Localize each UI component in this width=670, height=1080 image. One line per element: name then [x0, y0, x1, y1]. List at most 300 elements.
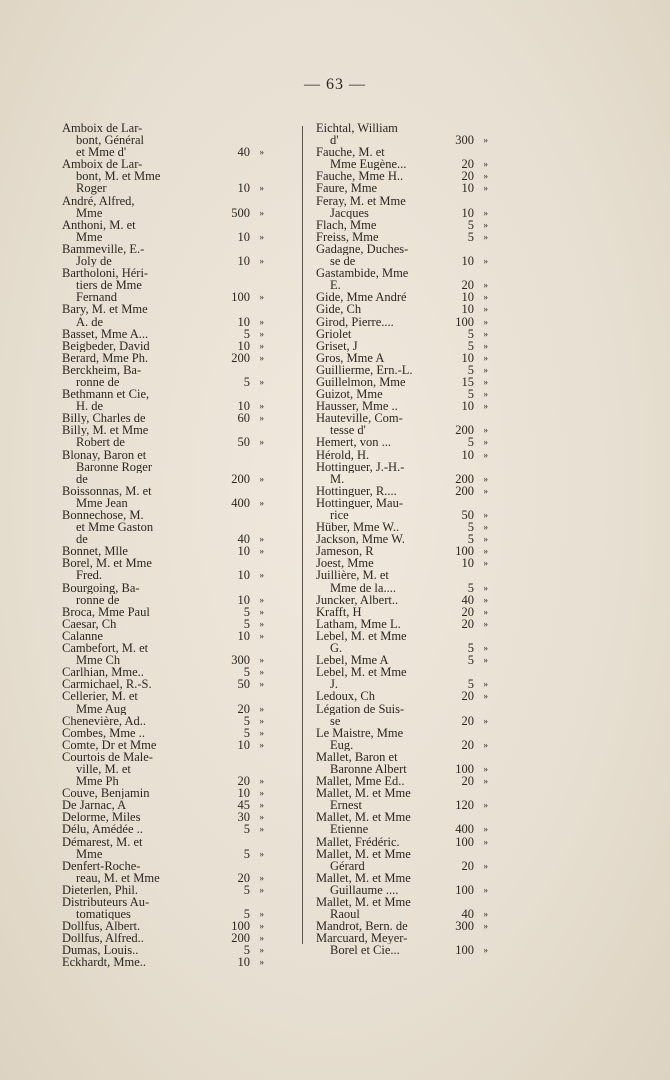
entry-line — [62, 594, 264, 606]
amount: 400 — [231, 495, 250, 510]
subscriber-entry — [62, 932, 264, 944]
amount: 10 — [237, 544, 250, 559]
entry-line — [62, 388, 264, 400]
subscriber-name: Basset, Mme A... — [62, 327, 149, 340]
amount: 5 — [467, 580, 474, 595]
entry-line — [62, 207, 264, 219]
amount-mark: » — [259, 256, 264, 267]
amount: 5 — [243, 604, 250, 619]
subscriber-entry — [62, 195, 264, 219]
subscriber-name: Blonay, Baron et — [62, 448, 147, 461]
subscriber-name: Gros, Mme A — [316, 351, 385, 364]
amount: 200 — [231, 350, 250, 365]
subscriber-entry — [316, 872, 488, 896]
entry-line — [62, 182, 264, 194]
amount: 20 — [461, 774, 474, 789]
amount-mark: » — [259, 534, 264, 545]
amount-mark: » — [259, 401, 264, 412]
amount: 50 — [237, 435, 250, 450]
entry-line — [316, 715, 488, 727]
amount-mark: » — [483, 909, 488, 920]
subscriber-entry — [62, 642, 264, 666]
subscriber-entry — [62, 303, 264, 327]
subscriber-entry — [316, 243, 488, 267]
amount-mark: » — [259, 739, 264, 750]
entry-line — [316, 182, 488, 194]
subscriber-name: Hauteville, Com- — [316, 412, 403, 425]
subscriber-name: Berard, Mme Ph. — [62, 351, 149, 364]
subscriber-entry — [316, 352, 488, 364]
amount-mark: » — [483, 884, 488, 895]
entry-line — [316, 594, 488, 606]
subscriber-entry — [316, 727, 488, 751]
entry-line — [316, 703, 488, 715]
subscriber-entry — [62, 630, 264, 642]
subscriber-entry — [62, 896, 264, 920]
subscriber-name: Mme Jean — [76, 496, 128, 509]
amount-mark: » — [483, 534, 488, 545]
amount: 10 — [461, 447, 474, 462]
amount: 5 — [467, 217, 474, 232]
subscriber-name: Le Maistre, Mme — [316, 726, 404, 739]
entry-line — [62, 557, 264, 569]
subscriber-entry — [316, 328, 488, 340]
amount: 20 — [461, 616, 474, 631]
amount: 10 — [461, 350, 474, 365]
entry-line — [62, 158, 264, 170]
amount-mark: » — [483, 183, 488, 194]
amount-mark: » — [259, 812, 264, 823]
entry-line — [316, 473, 488, 485]
subscriber-name: tiers de Mme — [76, 279, 142, 292]
amount: 10 — [237, 399, 250, 414]
amount: 200 — [455, 471, 474, 486]
amount: 10 — [461, 302, 474, 317]
subscriber-name: Hérold, H. — [316, 448, 370, 461]
subscriber-name: Jameson, R — [316, 545, 374, 558]
subscriber-name: d' — [330, 134, 339, 147]
subscriber-entry — [62, 582, 264, 606]
subscriber-name: Roger — [76, 182, 107, 195]
amount-mark: » — [259, 316, 264, 327]
amount-mark: » — [483, 485, 488, 496]
amount-mark: » — [259, 606, 264, 617]
amount: 10 — [237, 229, 250, 244]
entry-line — [62, 654, 264, 666]
subscriber-entry — [316, 219, 488, 231]
subscriber-entry — [316, 703, 488, 727]
amount: 400 — [455, 822, 474, 837]
entry-line — [316, 630, 488, 642]
amount-mark: » — [483, 364, 488, 375]
amount-mark: » — [483, 510, 488, 520]
amount: 5 — [467, 326, 474, 341]
amount-mark: » — [259, 655, 264, 666]
subscriber-name: Juillière, M. et — [316, 569, 389, 582]
amount: 20 — [461, 157, 474, 172]
subscriber-name: Délu, Amédée .. — [62, 823, 143, 836]
subscriber-entry — [316, 340, 488, 352]
amount: 20 — [461, 169, 474, 184]
entry-line — [62, 497, 264, 509]
entry-line — [316, 848, 488, 860]
entry-line — [62, 811, 264, 823]
amount: 10 — [237, 314, 250, 329]
subscriber-name: de — [76, 533, 88, 546]
amount-mark: » — [259, 570, 264, 581]
amount: 5 — [243, 374, 250, 389]
amount-mark: » — [483, 219, 488, 230]
subscriber-name: Lebel, M. et Mme — [316, 629, 407, 643]
subscriber-entry — [316, 436, 488, 448]
amount-mark: » — [259, 727, 264, 738]
entry-line — [316, 666, 488, 678]
subscriber-entry — [316, 303, 488, 315]
amount: 5 — [243, 822, 250, 837]
subscriber-name: Mallet, Baron et — [316, 750, 398, 763]
entry-line — [62, 364, 264, 376]
amount: 10 — [237, 254, 250, 269]
subscriber-name: Ledoux, Ch — [316, 690, 376, 703]
subscriber-name: Boissonnas, M. et — [62, 484, 152, 497]
subscriber-entry — [62, 352, 264, 364]
entry-line — [316, 521, 488, 533]
subscriber-name: se de — [330, 255, 356, 268]
amount: 10 — [237, 628, 250, 643]
amount-mark: » — [259, 207, 264, 218]
subscriber-entry — [316, 896, 488, 920]
subscriber-name: Joest, Mme — [316, 557, 374, 570]
entry-line — [316, 775, 488, 787]
amount-mark: » — [259, 231, 264, 242]
amount: 5 — [467, 641, 474, 656]
subscriber-name: H. de — [76, 400, 104, 413]
entry-line — [316, 461, 488, 473]
subscriber-name: Dollfus, Albert. — [62, 920, 141, 933]
amount: 10 — [237, 737, 250, 752]
entry-line — [62, 533, 264, 545]
entry-line — [62, 678, 264, 690]
entry-line — [62, 703, 264, 715]
subscriber-name: André, Alfred, — [62, 194, 135, 207]
amount-mark: » — [483, 207, 488, 218]
amount: 100 — [455, 544, 474, 559]
subscriber-name: Mme Ch — [76, 654, 121, 667]
amount-mark: » — [483, 401, 488, 412]
entry-line — [316, 485, 488, 497]
amount: 5 — [467, 532, 474, 547]
entry-line — [62, 582, 264, 594]
subscriber-name: Gastambide, Mme — [316, 267, 409, 280]
subscriber-entry — [316, 316, 488, 328]
amount-mark: » — [483, 437, 488, 448]
subscriber-name: Hemert, von ... — [316, 436, 391, 449]
subscriber-name: Cambefort, M. et — [62, 642, 149, 655]
subscriber-name: Hottinguer, R.... — [316, 484, 397, 497]
amount: 20 — [461, 604, 474, 619]
column-divider — [302, 126, 303, 944]
entry-line — [316, 255, 488, 267]
entry-line — [62, 630, 264, 642]
amount: 200 — [231, 931, 250, 946]
subscriber-name: rice — [330, 509, 349, 522]
subscriber-entry — [316, 654, 488, 666]
subscriber-name: Anthoni, M. et — [62, 218, 136, 231]
amount-mark: » — [483, 171, 488, 182]
amount: 5 — [243, 616, 250, 631]
subscriber-entry — [62, 884, 264, 896]
entry-line — [62, 739, 264, 751]
amount: 10 — [237, 568, 250, 583]
entry-line — [316, 690, 488, 702]
subscriber-entry — [316, 836, 488, 848]
amount: 5 — [243, 882, 250, 897]
subscriber-entry — [62, 364, 264, 388]
amount-mark: » — [259, 788, 264, 799]
subscriber-name: Borel, M. et Mme — [62, 557, 152, 570]
amount: 20 — [237, 870, 250, 885]
amount: 20 — [237, 701, 250, 716]
subscriber-entry — [316, 267, 488, 291]
entry-line — [62, 606, 264, 618]
subscriber-entry — [62, 557, 264, 581]
subscriber-entry — [62, 678, 264, 690]
amount-mark: » — [483, 389, 488, 400]
entry-line — [316, 569, 488, 581]
subscriber-name: Feray, M. et Mme — [316, 194, 406, 207]
subscriber-name: Bonnet, Mlle — [62, 545, 128, 558]
subscriber-entry — [62, 823, 264, 835]
subscriber-name: bont, M. et Mme — [76, 170, 161, 183]
subscriber-name: Dumas, Louis.. — [62, 944, 139, 957]
amount-mark: » — [483, 558, 488, 569]
amount: 10 — [461, 254, 474, 269]
amount: 100 — [455, 761, 474, 776]
subscriber-name: De Jarnac, A — [62, 799, 127, 812]
amount-mark: » — [483, 522, 488, 533]
amount: 500 — [231, 205, 250, 220]
subscriber-name: Delorme, Miles — [62, 811, 141, 824]
subscriber-entry — [62, 219, 264, 243]
subscriber-name: Robert de — [76, 436, 125, 449]
amount-mark: » — [483, 449, 488, 460]
subscriber-name: Griset, J — [316, 339, 358, 352]
subscriber-entry — [316, 146, 488, 170]
amount-mark: » — [483, 594, 488, 605]
subscriber-entry — [62, 836, 264, 860]
entry-line — [316, 134, 488, 146]
entry-line — [62, 775, 264, 787]
subscriber-name: Broca, Mme Paul — [62, 605, 150, 618]
subscriber-entry — [316, 920, 488, 932]
amount: 100 — [231, 290, 250, 305]
amount: 40 — [237, 532, 250, 547]
amount-mark: » — [483, 340, 488, 351]
entry-line — [62, 836, 264, 848]
amount: 300 — [455, 919, 474, 934]
subscriber-entry — [62, 449, 264, 485]
entry-line — [62, 545, 264, 557]
amount-mark: » — [483, 304, 488, 315]
amount: 10 — [461, 290, 474, 305]
amount-mark: » — [259, 945, 264, 956]
entry-line — [62, 690, 264, 702]
entry-line — [316, 920, 488, 932]
subscriber-name: se — [330, 714, 341, 727]
entry-line — [62, 122, 264, 134]
subscriber-name: Mallet, M. et Mme — [316, 896, 411, 909]
subscriber-entry — [62, 618, 264, 630]
subscriber-name: bont, Général — [76, 134, 145, 147]
entry-line — [62, 666, 264, 678]
amount: 100 — [231, 919, 250, 934]
amount-mark: » — [483, 860, 488, 871]
entry-line — [62, 569, 264, 581]
entry-line — [62, 751, 264, 763]
amount-mark: » — [483, 159, 488, 170]
entry-line — [62, 424, 264, 436]
subscriber-name: Billy, Charles de — [62, 412, 146, 425]
subscriber-name: Etienne — [330, 823, 369, 836]
subscriber-name: Fauche, Mme H.. — [316, 170, 404, 183]
entry-line — [316, 654, 488, 666]
subscriber-entry — [316, 594, 488, 606]
subscriber-name: Gérard — [330, 859, 365, 872]
subscriber-name: Latham, Mme L. — [316, 617, 401, 630]
amount: 300 — [455, 133, 474, 148]
subscriber-name: Mme — [76, 230, 103, 243]
amount-mark: » — [259, 679, 264, 690]
subscriber-entry — [316, 182, 488, 194]
amount: 5 — [467, 338, 474, 353]
subscriber-name: Fred. — [76, 569, 103, 582]
amount: 10 — [237, 955, 250, 970]
entry-line — [316, 860, 488, 872]
subscriber-name: Amboix de Lar- — [62, 122, 143, 135]
subscriber-entry — [316, 557, 488, 569]
subscriber-name: tesse d' — [330, 424, 366, 437]
entry-line — [62, 146, 264, 158]
amount-mark: » — [483, 763, 488, 774]
entry-line — [62, 267, 264, 279]
subscriber-name: Mme de la.... — [330, 581, 396, 594]
amount: 20 — [461, 278, 474, 293]
entry-line — [316, 340, 488, 352]
subscriber-entry — [62, 545, 264, 557]
subscriber-name: Mme Aug — [76, 702, 127, 715]
subscriber-entry — [62, 860, 264, 884]
amount-mark: » — [483, 231, 488, 242]
subscriber-entry — [62, 799, 264, 811]
entry-line — [62, 932, 264, 944]
subscriber-entry — [316, 848, 488, 872]
subscriber-name: Mme — [76, 847, 103, 860]
subscriber-name: Lebel, M. et Mme — [316, 666, 407, 679]
amount: 60 — [237, 411, 250, 426]
subscriber-entry — [316, 521, 488, 533]
subscriber-name: Gide, Ch — [316, 303, 362, 316]
entry-line — [62, 872, 264, 884]
subscriber-name: Guillierme, Ern.-L. — [316, 363, 413, 376]
entry-line — [62, 316, 264, 328]
amount-mark: » — [483, 679, 488, 690]
entry-line — [62, 848, 264, 860]
amount: 5 — [243, 943, 250, 958]
subscriber-entry — [316, 618, 488, 630]
subscriber-name: Calanne — [62, 629, 103, 643]
subscriber-entry — [62, 424, 264, 448]
amount: 20 — [461, 737, 474, 752]
entry-line — [62, 303, 264, 315]
subscriber-name: Carmichael, R.-S. — [62, 678, 152, 691]
amount-mark: » — [259, 933, 264, 944]
amount: 100 — [455, 943, 474, 958]
entry-line — [62, 884, 264, 896]
subscriber-entry — [316, 497, 488, 521]
subscriber-entry — [316, 449, 488, 461]
entry-line — [62, 521, 264, 533]
subscriber-name: ronne de — [76, 375, 120, 389]
subscriber-name: Gide, Mme André — [316, 291, 407, 304]
entry-line — [316, 727, 488, 739]
amount: 5 — [243, 326, 250, 341]
subscriber-name: Bammeville, E.- — [62, 242, 145, 256]
amount: 5 — [467, 362, 474, 377]
entry-line — [62, 328, 264, 340]
subscriber-name: Courtois de Male- — [62, 750, 153, 763]
amount-mark: » — [483, 945, 488, 956]
amount-mark: » — [483, 256, 488, 267]
subscriber-name: Combes, Mme .. — [62, 726, 145, 739]
amount: 10 — [237, 786, 250, 801]
amount: 200 — [455, 483, 474, 498]
amount-mark: » — [483, 582, 488, 593]
amount: 10 — [237, 181, 250, 196]
entry-line — [62, 727, 264, 739]
entry-line — [316, 231, 488, 243]
amount: 10 — [237, 338, 250, 353]
entry-line — [62, 376, 264, 388]
amount-mark: » — [259, 618, 264, 629]
subscriber-name: Billy, M. et Mme — [62, 424, 149, 437]
entry-line — [62, 400, 264, 412]
subscriber-name: Beigbeder, David — [62, 339, 150, 352]
amount: 100 — [455, 834, 474, 849]
subscriber-name: Fernand — [76, 291, 117, 304]
subscriber-entry — [316, 122, 488, 146]
amount-mark: » — [259, 292, 264, 303]
subscriber-name: Girod, Pierre.... — [316, 315, 394, 328]
entry-line — [316, 436, 488, 448]
entry-line — [62, 243, 264, 255]
amount: 10 — [461, 556, 474, 571]
subscriber-name: Bethmann et Cie, — [62, 388, 150, 401]
subscriber-name: Légation de Suis- — [316, 702, 405, 715]
entry-line — [62, 715, 264, 727]
subscriber-name: Chenevière, Ad.. — [62, 714, 147, 727]
subscriber-entry — [316, 775, 488, 787]
entry-line — [316, 303, 488, 315]
subscriber-entry — [62, 412, 264, 424]
amount-mark: » — [259, 352, 264, 363]
amount-mark: » — [483, 691, 488, 702]
amount-mark: » — [259, 183, 264, 194]
subscriber-entry — [62, 690, 264, 714]
subscriber-name: tomatiques — [76, 908, 131, 921]
subscriber-entry — [62, 328, 264, 340]
entry-line — [62, 618, 264, 630]
subscriber-name: J. — [330, 678, 338, 691]
